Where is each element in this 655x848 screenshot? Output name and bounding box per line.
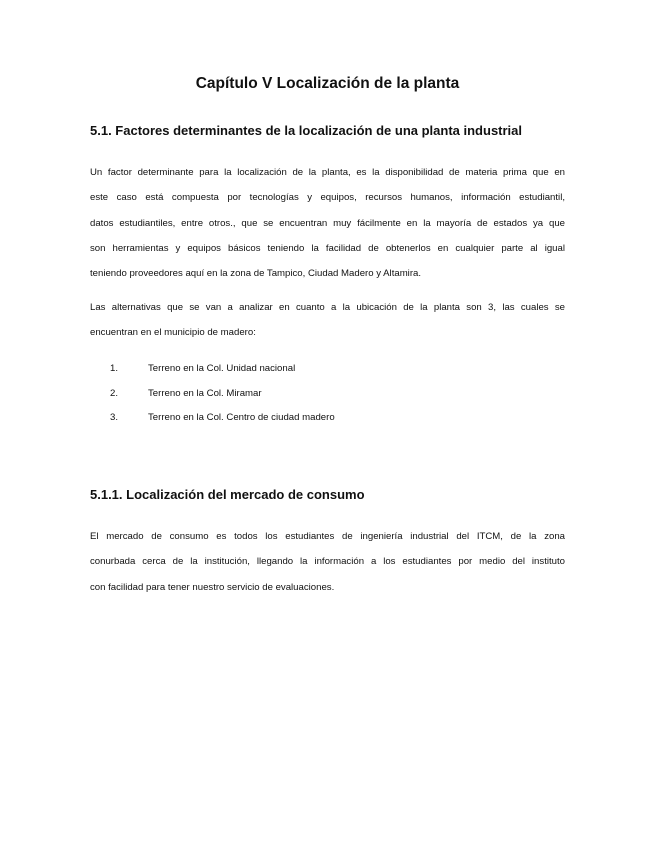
paragraph-line: Un factor determinante para la localización de la planta, es la disponibilidad de materia prima que en — [90, 167, 565, 178]
section-heading-5-1-1: 5.1.1. Localización del mercado de consumo — [90, 487, 365, 502]
paragraph-raw-material — [90, 160, 565, 286]
list-item — [110, 357, 335, 382]
list-item — [110, 406, 335, 431]
paragraph-line: encuentran en el municipio de madero: — [90, 327, 256, 339]
paragraph-alternatives — [90, 295, 565, 346]
paragraph-line: El mercado de consumo es todos los estudiantes de ingeniería industrial del ITCM, de la zona — [90, 531, 565, 542]
list-item — [110, 382, 335, 407]
list-item-number: 1. — [110, 363, 119, 374]
paragraph-line: con facilidad para tener nuestro servicio de evaluaciones. — [90, 581, 335, 593]
list-item-number: 3. — [110, 412, 119, 423]
list-item-text: Terreno en la Col. Miramar — [148, 387, 262, 399]
list-item-text: Terreno en la Col. Unidad nacional — [148, 363, 296, 374]
paragraph-line: son herramientas y equipos básicos teniendo la facilidad de obtenerlos en cualquier parte al igual — [90, 242, 565, 254]
list-item-number: 2. — [110, 387, 119, 399]
section-heading-5-1: 5.1. Factores determinantes de la localización de una planta industrial — [90, 123, 523, 138]
location-alternatives-list — [110, 357, 335, 431]
paragraph-line: datos estudiantiles, entre otros., que se encuentran muy fácilmente en la mayoría de estados ya que — [90, 217, 565, 229]
list-item-text: Terreno en la Col. Centro de ciudad madero — [148, 412, 335, 423]
paragraph-line: teniendo proveedores aquí en la zona de Tampico, Ciudad Madero y Altamira. — [90, 268, 422, 280]
paragraph-line: conurbada cerca de la institución, llegando la información a los estudiantes por medio del instituto — [90, 556, 565, 568]
paragraph-line: este caso está compuesta por tecnologías y equipos, recursos humanos, información estudiantil, — [90, 192, 565, 204]
paragraph-line: Las alternativas que se van a analizar en cuanto a la ubicación de la planta son 3, las cuales se — [90, 302, 565, 313]
paragraph-consumer-market — [90, 524, 565, 600]
chapter-title: Capítulo V Localización de la planta — [195, 75, 460, 92]
